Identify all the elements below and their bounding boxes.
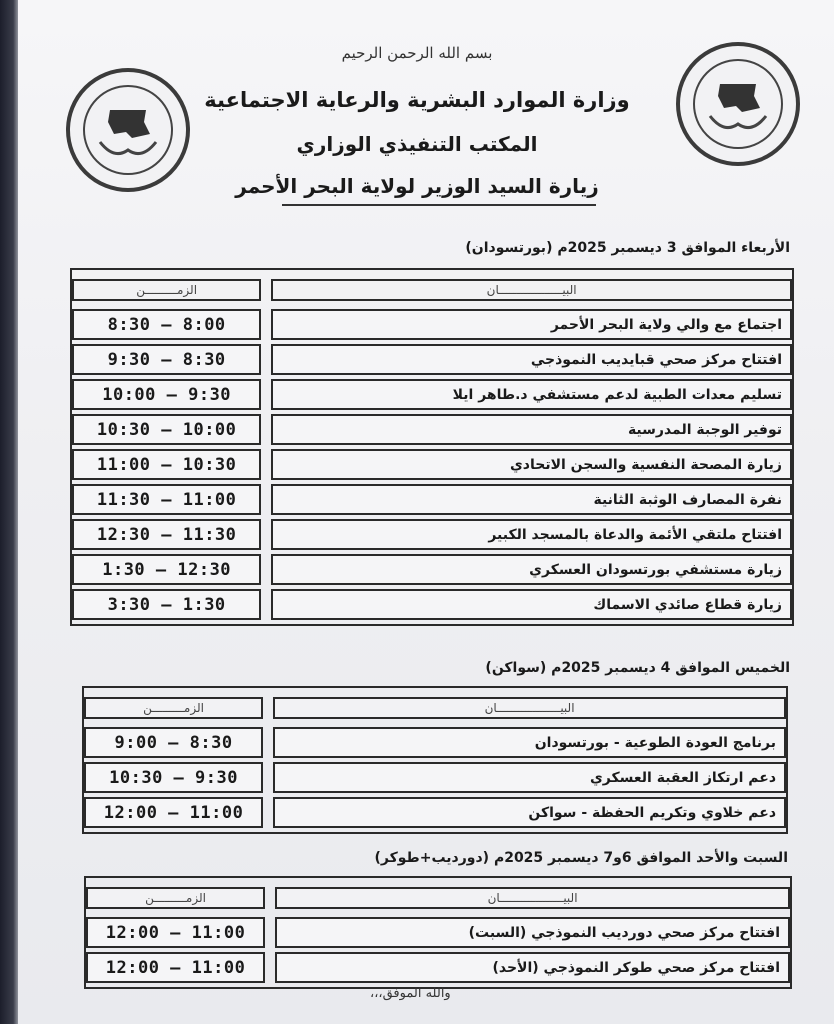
table-row	[72, 379, 792, 410]
activity-cell: افتتاح مركز صحي دورديب النموذجي (السبت)	[275, 917, 790, 948]
table-row	[72, 554, 792, 585]
schedule-table	[84, 876, 792, 989]
time-cell: 10:00 – 9:30	[72, 379, 261, 410]
office-title: المكتب التنفيذي الوزاري	[296, 132, 538, 156]
table-header-row	[86, 882, 790, 913]
time-cell: 9:00 – 8:30	[84, 727, 263, 758]
activity-cell: دعم خلاوي وتكريم الحفظة - سواكن	[273, 797, 786, 828]
column-header-time: الزمـــــــــن	[86, 887, 265, 909]
table-header-row	[72, 274, 792, 305]
time-cell: 3:30 – 1:30	[72, 589, 261, 620]
ministry-title: وزارة الموارد البشرية والرعاية الاجتماعية	[204, 88, 630, 112]
visit-title: زيارة السيد الوزير لولاية البحر الأحمر	[235, 174, 599, 198]
time-cell: 12:00 – 11:00	[84, 797, 263, 828]
activity-cell: زيارة مستشفي بورتسودان العسكري	[271, 554, 792, 585]
table-row	[72, 484, 792, 515]
time-cell: 12:30 – 11:30	[72, 519, 261, 550]
table-row	[86, 917, 790, 948]
table-row	[72, 449, 792, 480]
time-cell: 12:00 – 11:00	[86, 952, 265, 983]
schedule-table	[70, 268, 794, 626]
schedule-table	[82, 686, 788, 834]
activity-cell: زيارة المصحة النفسية والسجن الاتحادي	[271, 449, 792, 480]
activity-cell: برنامج العودة الطوعية - بورتسودان	[273, 727, 786, 758]
table-row	[72, 309, 792, 340]
activity-cell: افتتاح مركز صحي طوكر النموذجي (الأحد)	[275, 952, 790, 983]
table-row	[84, 762, 786, 793]
title-underline	[282, 204, 596, 206]
activity-cell: زيارة قطاع صائدي الاسماك	[271, 589, 792, 620]
table-row	[72, 589, 792, 620]
table-row	[72, 414, 792, 445]
day-title: الأربعاء الموافق 3 ديسمبر 2025م (بورتسودان)	[465, 240, 790, 256]
time-cell: 1:30 – 12:30	[72, 554, 261, 585]
table-row	[72, 519, 792, 550]
column-header-time: الزمـــــــــن	[84, 697, 263, 719]
time-cell: 10:30 – 9:30	[84, 762, 263, 793]
bismillah: بسم الله الرحمن الرحيم	[341, 44, 493, 62]
time-cell: 10:30 – 10:00	[72, 414, 261, 445]
table-row	[86, 952, 790, 983]
activity-cell: دعم ارتكاز العقبة العسكري	[273, 762, 786, 793]
column-header-time: الزمـــــــــن	[72, 279, 261, 301]
day-title: الخميس الموافق 4 ديسمبر 2025م (سواكن)	[485, 660, 790, 676]
table-header-row	[84, 692, 786, 723]
activity-cell: افتتاح ملتقي الأئمة والدعاة بالمسجد الكبير	[271, 519, 792, 550]
time-cell: 9:30 – 8:30	[72, 344, 261, 375]
activity-cell: افتتاح مركز صحي قبايديب النموذجي	[271, 344, 792, 375]
table-row	[84, 797, 786, 828]
closing-remark: والله الموفق،،،	[370, 986, 451, 1001]
activity-cell: تسليم معدات الطبية لدعم مستشفي د.طاهر ايلا	[271, 379, 792, 410]
day-title: السبت والأحد الموافق 6و7 ديسمبر 2025م (دورديب+طوكر)	[374, 850, 788, 866]
column-header-description: البيــــــــــــــــــان	[273, 697, 786, 719]
time-cell: 11:00 – 10:30	[72, 449, 261, 480]
table-row	[84, 727, 786, 758]
activity-cell: نفرة المصارف الوثبة الثانية	[271, 484, 792, 515]
table-row	[72, 344, 792, 375]
activity-cell: توفير الوجبة المدرسية	[271, 414, 792, 445]
time-cell: 11:30 – 11:00	[72, 484, 261, 515]
column-header-description: البيــــــــــــــــــان	[275, 887, 790, 909]
column-header-description: البيــــــــــــــــــان	[271, 279, 792, 301]
time-cell: 8:30 – 8:00	[72, 309, 261, 340]
time-cell: 12:00 – 11:00	[86, 917, 265, 948]
activity-cell: اجتماع مع والي ولاية البحر الأحمر	[271, 309, 792, 340]
